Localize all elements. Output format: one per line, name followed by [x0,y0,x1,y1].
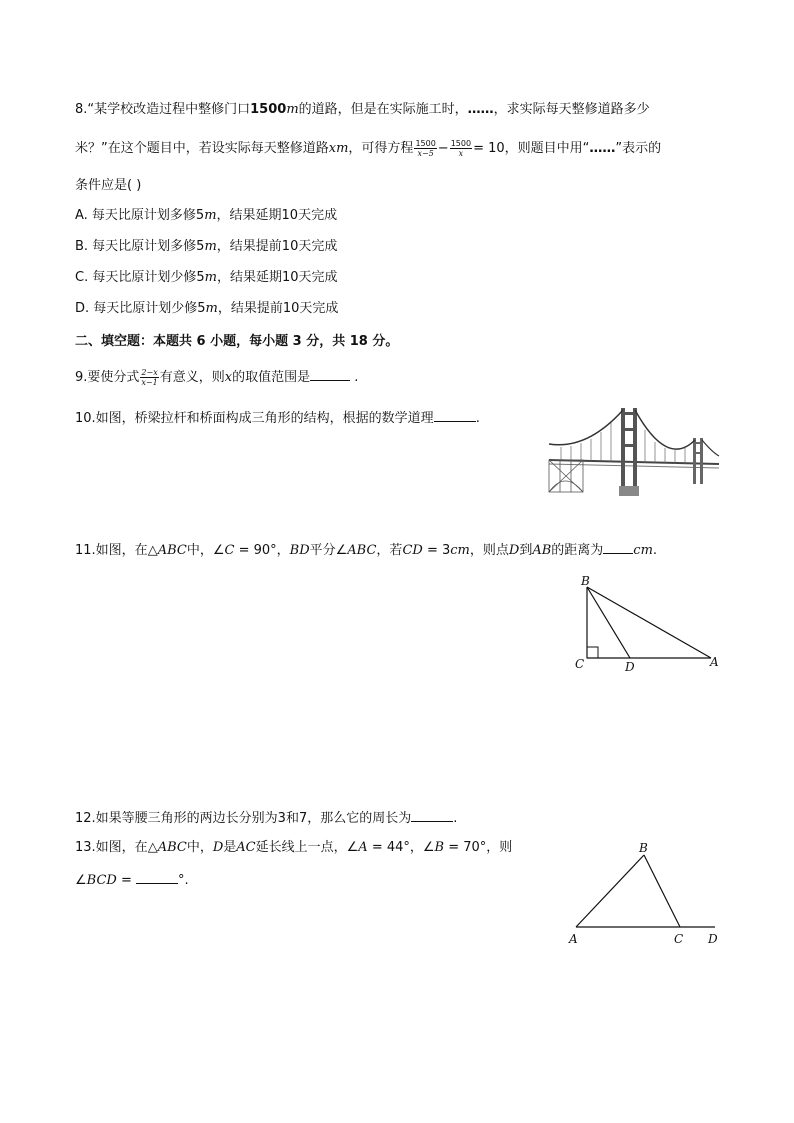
q8-text: 8.“某学校改造过程中整修门口 [75,102,251,117]
q10-text: 10.如图，桥梁拉杆和桥面构成三角形的结构，根据的数学道理 [75,411,434,426]
q13-degree: °. [178,873,189,888]
label-d: D [708,932,718,946]
q8-text: 的道路，但是在实际施工时， [298,102,468,117]
q11-text: 中，∠ [186,543,225,558]
q11-triangle-figure [570,572,725,677]
q11-end: . [652,543,658,558]
q11-variable: D [508,543,520,558]
q9-end: . [350,370,359,385]
q11-text: 的距离为 [551,543,604,558]
q13-line1 [75,839,512,857]
option-c-text: C. 每天比原计划少修5 [75,270,205,285]
q8-line1 [75,101,650,119]
option-b-text: B. 每天比原计划多修5 [75,239,205,254]
triangle-symbol: △ [147,840,158,855]
q13-text: 是 [223,840,237,855]
side-bc [644,855,680,927]
q10-end: . [475,411,480,426]
q8-fraction-2-numerator: 1500 [450,139,472,148]
label-b: B [581,574,590,588]
q11-unit: cm [450,543,470,558]
q8-number: 1500 [250,102,287,117]
q13-variable: D [212,840,224,855]
q8-unit: m [286,102,299,117]
q8-option-a[interactable] [75,207,337,225]
q12-text: 12.如果等腰三角形的两边长分别为3和7，那么它的周长为 [75,811,412,826]
q12-end: . [453,811,458,826]
option-d-text: ，结果提前10天完成 [217,301,339,316]
q8-line2 [75,139,661,158]
q11-text: = 90°， [234,543,290,558]
q9-text: 的取值范围是 [232,370,311,385]
option-c-unit: m [204,270,217,285]
q8-option-b[interactable] [75,238,337,256]
q11-text: 到 [519,543,533,558]
q12-line [75,808,457,828]
q8-fraction-2-denominator: x [458,149,464,158]
label-d: D [625,660,635,674]
q9-text: 有意义，则 [159,370,225,385]
q13-text: 中， [186,840,213,855]
q8-line3: 条件应是( ) [75,178,142,193]
q9-fraction [140,368,158,387]
q8-text: ，可得方程 [348,141,414,156]
q13-variable: A [358,840,368,855]
option-c-text: ，结果延期10天完成 [216,270,338,285]
q13-text: ∠ [75,873,87,888]
option-a-text: ，结果延期10天完成 [216,208,338,223]
option-d-text: D. 每天比原计划少修5 [75,301,206,316]
bridge-illustration [547,404,721,498]
q13-answer-blank[interactable] [136,870,178,884]
q8-text: ，则题目中用“ [504,141,590,156]
q11-variable: ABC [347,543,377,558]
q8-text: ，求实际每天整修道路多少 [493,102,650,117]
q13-text: = 70°，则 [444,840,513,855]
label-c: C [674,932,684,946]
q11-line [75,540,657,560]
option-a-unit: m [204,208,217,223]
side-ba [587,587,711,658]
q13-variable: AC [236,840,256,855]
q13-text: = [116,873,136,888]
option-b-text: ，结果提前10天完成 [216,239,338,254]
q11-text: = 3 [422,543,451,558]
q11-triangle-name: ABC [157,543,187,558]
q8-option-d[interactable] [75,300,338,318]
q8-text: 米？”在这个题目中，若设实际每天整修道路 [75,141,329,156]
q9-text: 9.要使分式 [75,370,140,385]
q9-fraction-numerator: 2−x [141,368,158,377]
q8-fraction-1-denominator: x−5 [417,149,434,158]
q13-triangle-figure [565,838,727,950]
q11-variable: C [224,543,235,558]
q8-minus: − [437,141,449,156]
q8-fraction-1 [414,139,436,158]
label-a: A [710,655,719,669]
q11-text: ，若 [376,543,403,558]
q8-unit: m [336,141,349,156]
option-d-unit: m [205,301,218,316]
section-heading: 二、填空题：本题共 6 小题，每小题 3 分，共 18 分。 [75,334,399,349]
option-b-unit: m [204,239,217,254]
q11-text: 11.如图，在 [75,543,148,558]
q11-variable: AB [532,543,552,558]
q8-equals: = 10 [473,141,505,156]
q13-text: = 44°，∠ [367,840,435,855]
q11-text: 平分∠ [309,543,348,558]
q8-ellipsis: …… [467,102,494,117]
q8-fraction-2 [450,139,472,158]
q8-ellipsis: …… [589,141,616,156]
label-a: A [569,932,578,946]
q13-text: 延长线上一点，∠ [255,840,359,855]
q8-option-c[interactable] [75,269,338,287]
label-c: C [575,657,585,671]
q11-text: ，则点 [469,543,509,558]
q9-fraction-denominator: x−1 [141,378,158,387]
q13-text: 13.如图，在 [75,840,148,855]
q13-line2 [75,870,189,890]
label-b: B [639,841,648,855]
q8-variable: x [328,141,337,156]
q11-answer-blank[interactable] [603,540,633,554]
q8-fraction-1-numerator: 1500 [415,139,436,148]
q13-variable: B [434,840,445,855]
right-angle-mark [587,647,598,658]
q9-answer-blank[interactable] [310,367,350,381]
q11-unit: cm [633,543,653,558]
q10-line [75,408,480,428]
q13-variable: BCD [86,873,117,888]
side-ab [576,855,644,927]
q11-variable: CD [402,543,423,558]
q9-variable: x [224,370,233,385]
q9-line [75,367,358,387]
q12-answer-blank[interactable] [411,808,453,822]
q13-triangle-name: ABC [157,840,187,855]
option-a-text: A. 每天比原计划多修5 [75,208,205,223]
q10-answer-blank[interactable] [434,408,476,422]
q8-text: ”表示的 [615,141,662,156]
triangle-symbol: △ [147,543,158,558]
q11-variable: BD [289,543,310,558]
